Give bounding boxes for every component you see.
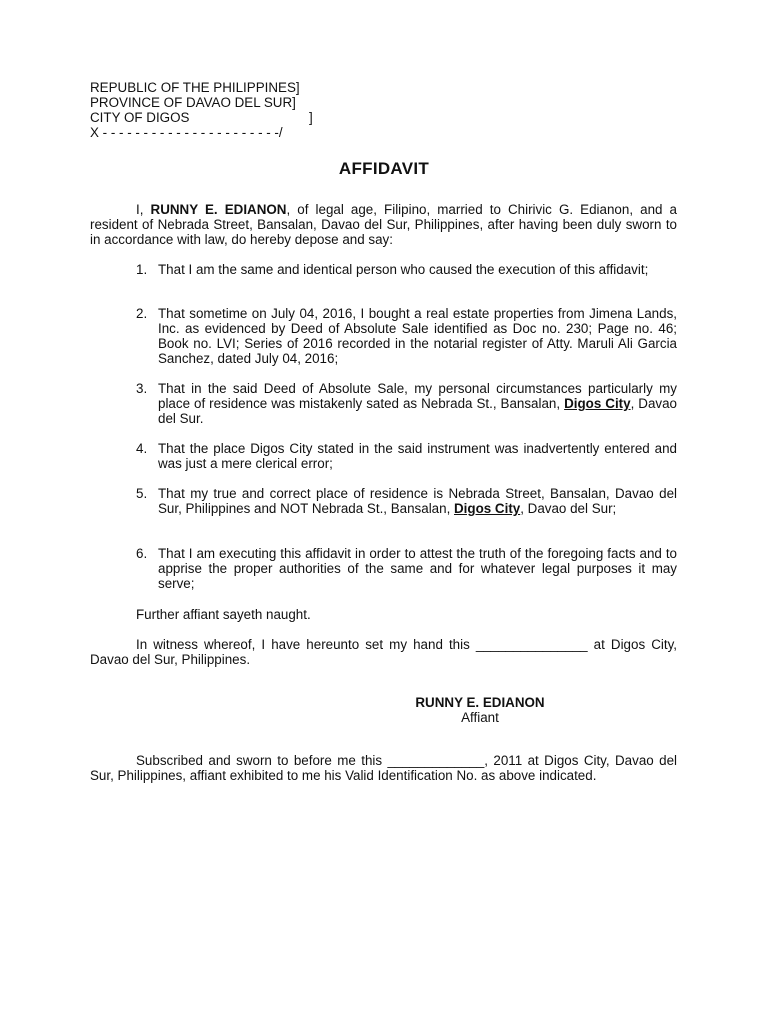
affiant-name: RUNNY E. EDIANON — [150, 202, 287, 217]
caption-republic: REPUBLIC OF THE PHILIPPINES — [90, 80, 296, 95]
further-paragraph — [90, 607, 677, 622]
signatory-role: Affiant — [461, 710, 499, 725]
item-text-pre: That in the said Deed of Absolute Sale, my personal circumstances particularly my place of residence was mistakenly sated as Nebrada St., Bansalan, — [158, 381, 677, 411]
caption-bracket: ] — [292, 95, 296, 110]
intro-paragraph — [90, 202, 677, 247]
item-number: 3. — [136, 381, 148, 396]
emphasized-place: Digos City — [454, 501, 521, 516]
jurat-paragraph — [90, 753, 677, 783]
signatory-name: RUNNY E. EDIANON — [415, 695, 545, 710]
item-text — [158, 381, 677, 426]
item-text-pre: That my true and correct place of residence is Nebrada Street, Bansalan, Davao del Sur, Philippines and NOT Nebrada St., Bansalan, — [158, 486, 677, 516]
item-number: 2. — [136, 306, 148, 321]
item-number: 4. — [136, 441, 148, 456]
intro-pre: I, — [136, 202, 151, 217]
list-item — [90, 441, 677, 471]
item-text — [158, 486, 677, 516]
further-text: Further affiant sayeth naught. — [136, 607, 311, 622]
item-number: 1. — [136, 262, 148, 277]
item-text-post: , Davao del Sur; — [520, 501, 617, 516]
intro-text — [90, 202, 677, 247]
item-text: That I am executing this affidavit in order to attest the truth of the foregoing facts and to apprise the proper authorities of the same and for whatever legal purposes it may serve; — [158, 546, 677, 591]
item-number: 6. — [136, 546, 148, 561]
signature-block — [380, 695, 580, 725]
item-text: That sometime on July 04, 2016, I bought a real estate properties from Jimena Lands, Inc. as evidenced by Deed of Absolute Sale identified as Doc no. 230; Page no. 46; Book no. LVI; Series of 2016 recorded in the notarial register of Atty. Maruli Ali Garcia Sanchez, dated July 04, 2016; — [158, 306, 677, 366]
document-caption — [90, 80, 390, 140]
item-text: That I am the same and identical person who caused the execution of this affidavit; — [158, 262, 649, 277]
document-title: AFFIDAVIT — [338, 159, 430, 178]
witness-text: In witness whereof, I have hereunto set my hand this _______________ at Digos City, Davao del Sur, Philippines. — [90, 637, 677, 667]
caption-bracket: ] — [309, 110, 313, 125]
witness-paragraph — [90, 637, 677, 667]
caption-province: PROVINCE OF DAVAO DEL SUR — [90, 95, 293, 110]
item-text-post: , Davao del Sur. — [158, 396, 677, 426]
caption-city: CITY OF DIGOS — [90, 110, 190, 125]
list-item — [90, 306, 677, 366]
caption-province-line — [90, 95, 390, 110]
intro-post: , of legal age, Filipino, married to Chirivic G. Edianon, and a resident of Nebrada Street, Bansalan, Davao del Sur, Philippines, after having been duly sworn to in accordance with law, do hereby depose and say: — [90, 202, 677, 247]
list-item — [90, 262, 677, 277]
caption-republic-line — [90, 80, 390, 95]
item-number: 5. — [136, 486, 148, 501]
list-item — [90, 546, 677, 591]
item-text: That the place Digos City stated in the said instrument was inadvertently entered and was just a mere clerical error; — [158, 441, 677, 471]
caption-separator: X - - - - - - - - - - - - - - - - - - - - - -/ — [90, 125, 283, 140]
list-item — [90, 381, 677, 426]
caption-city-line — [90, 110, 390, 125]
caption-bracket: ] — [295, 80, 300, 95]
emphasized-place: Digos City — [564, 396, 631, 411]
list-item — [90, 486, 677, 516]
jurat-text: Subscribed and sworn to before me this _____________, 2011 at Digos City, Davao del Sur, Philippines, affiant exhibited to me his Valid Identification No. as above indicated. — [90, 753, 677, 783]
